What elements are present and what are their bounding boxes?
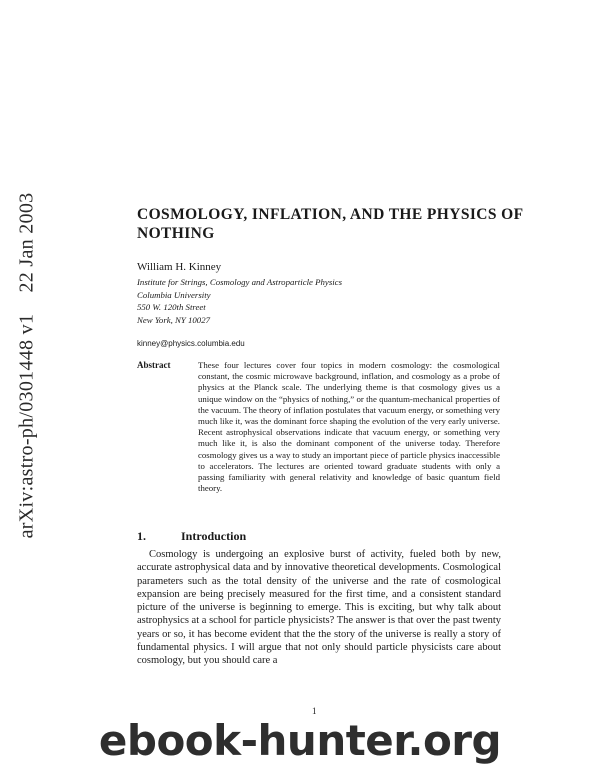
section-title: Introduction: [181, 529, 247, 543]
watermark-logo: ebook-hunter.org: [98, 716, 502, 765]
affiliation-line: 550 W. 120th Street: [137, 302, 206, 313]
author-affiliation: [137, 276, 517, 327]
author-name: William H. Kinney: [137, 261, 222, 273]
section-number: 1.: [137, 529, 146, 543]
page-number: 1: [312, 706, 317, 716]
arxiv-identifier-stamp: [2, 192, 52, 538]
abstract-text: These four lectures cover four topics in modern cosmology: the cosmological constant, the cosmic microwave background, inflation, and cosmology as a probe of physics at the Planck scale. The underlying theme is that cosmology gives us a unique window on the “physics of nothing,” or the quantum-mechanical properties of the vacuum. The theory of inflation postulates that vacuum energy, or something very much like it, was the dominant force shaping the evolution of the very early universe. Recent astrophysical observations indicate that vacuum energy, or something very much like it, is also the dominant component of the universe today. Therefore cosmology gives us a way to study an important piece of particle physics inaccessible to accelerators. The lectures are oriented toward graduate students with only a passing familiarity with general relativity and knowledge of basic quantum field theory.: [198, 360, 500, 494]
abstract-label: Abstract: [137, 360, 171, 370]
introduction-paragraph: Cosmology is undergoing an explosive burst of activity, fueled both by new, accurate astrophysical data and by innovative theoretical developments. Cosmological parameters such as the total density of the universe and the rate of cosmological expansion are being precisely measured for the first time, and a consistent standard picture of the universe is beginning to emerge. This is exciting, but why talk about astrophysics at a school for particle physicists? The answer is that over the past twenty years or so, it has become evident that the the story of the universe is really a story of fundamental physics. I will argue that not only should particle physicists care about cosmology, but you should care a: [137, 549, 501, 667]
affiliation-line: Institute for Strings, Cosmology and Astroparticle Physics: [137, 277, 343, 287]
section-heading: [137, 529, 246, 544]
arxiv-identifier-text: arXiv:astro-ph/0301448 v1 22 Jan 2003: [15, 192, 38, 538]
affiliation-line: New York, NY 10027: [137, 315, 210, 326]
paper-title: COSMOLOGY, INFLATION, AND THE PHYSICS OF NOTHING: [137, 206, 523, 242]
affiliation-line: Columbia University: [137, 289, 211, 300]
author-email: kinney@physics.columbia.edu: [137, 339, 245, 348]
